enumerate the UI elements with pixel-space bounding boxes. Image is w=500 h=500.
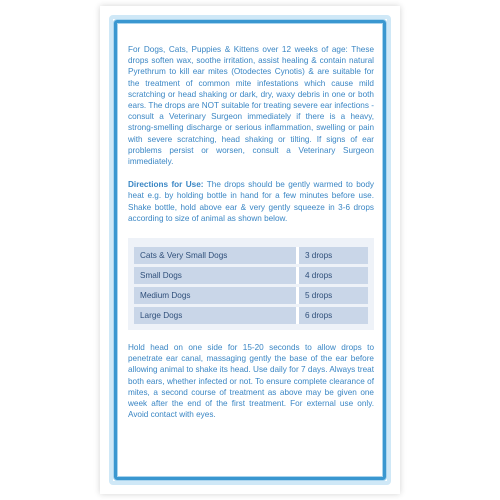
animal-cell: Large Dogs xyxy=(134,307,296,324)
drops-cell: 6 drops xyxy=(299,307,368,324)
directions-paragraph xyxy=(128,179,374,224)
directions-heading: Directions for Use: xyxy=(128,180,204,190)
table-row xyxy=(134,247,368,264)
drops-cell: 4 drops xyxy=(299,267,368,284)
label-text-area xyxy=(128,44,374,420)
table-row xyxy=(134,267,368,284)
product-box-back xyxy=(100,6,400,494)
dosage-table-panel xyxy=(128,238,374,330)
table-row xyxy=(134,307,368,324)
table-row xyxy=(134,287,368,304)
intro-paragraph: For Dogs, Cats, Puppies & Kittens over 12 weeks of age: These drops soften wax, soothe irritation, assist healing & contain natural Pyrethrum to kill ear mites (Otodectes Cynotis) & are suitable for the treatment of common mite infestations which cause mild scratching or head shaking or dark, dry, waxy debris in one or both ears. The drops are NOT suitable for treating severe ear infections - consult a Veterinary Surgeon immediately if there is a heavy, strong-smelling discharge or serious inflammation, swelling or pain with severe scratching, head shaking or tilting. If signs of ear problems persist or worsen, consult a Veterinary Surgeon immediately. xyxy=(128,45,374,167)
animal-cell: Cats & Very Small Dogs xyxy=(134,247,296,264)
drops-cell: 5 drops xyxy=(299,287,368,304)
drops-cell: 3 drops xyxy=(299,247,368,264)
animal-cell: Medium Dogs xyxy=(134,287,296,304)
dosage-table xyxy=(134,244,368,327)
directions-text: The drops should be gently warmed to body heat e.g. by holding bottle in hand for a few minutes before use. Shake bottle, hold above ear & very gently squeeze in 3-6 drops according to size of animal as shown below. xyxy=(128,180,374,223)
closing-paragraph: Hold head on one side for 15-20 seconds to allow drops to penetrate ear canal, massaging gently the base of the ear before allowing animal to shake its head. Use daily for 7 days. Always treat both ears, whether infected or not. To ensure complete clearance of mites, a second course of treatment as above may be given one week after the end of the first treatment. For external use only. Avoid contact with eyes. xyxy=(128,343,374,420)
animal-cell: Small Dogs xyxy=(134,267,296,284)
